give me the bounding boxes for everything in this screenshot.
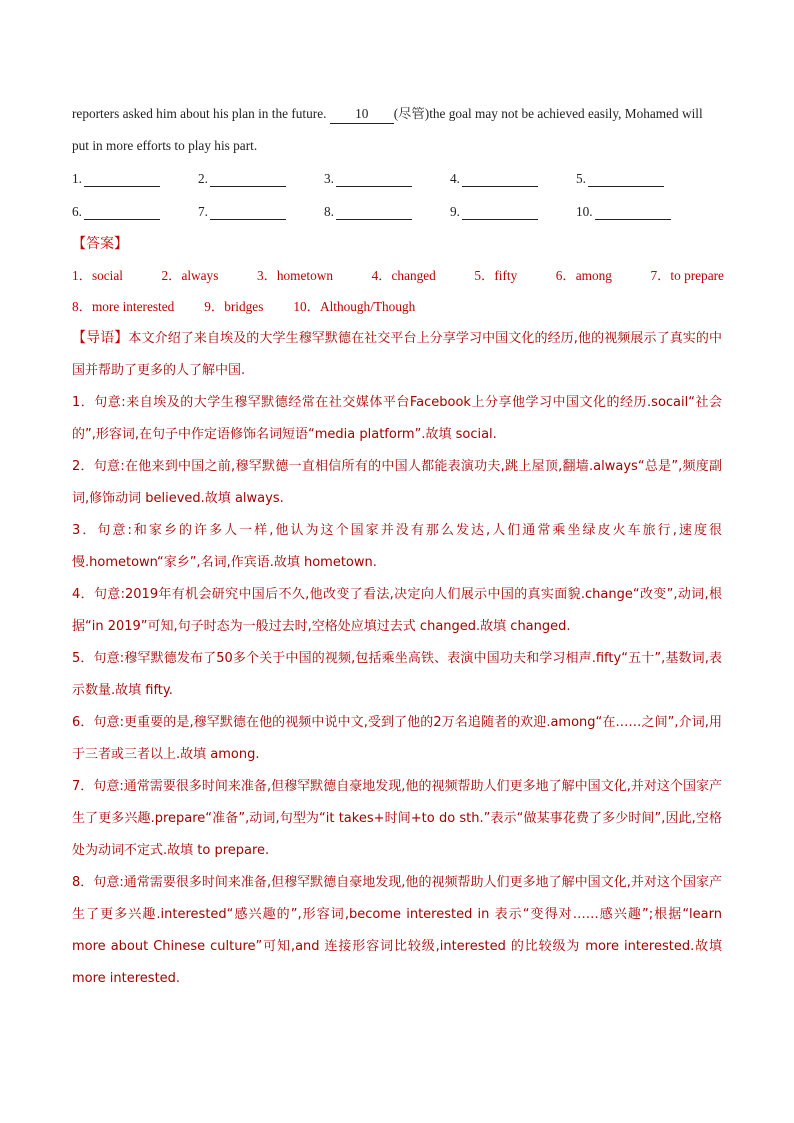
- blank-number: 4.: [450, 170, 460, 186]
- answer-item: 9．bridges: [204, 299, 264, 314]
- intro-text: 本文介绍了来自埃及的大学生穆罕默德在社交平台上分享学习中国文化的经历,他的视频展示了真实的中国并帮助了更多的人了解中国.: [72, 331, 723, 378]
- intro-paragraph: [72, 322, 722, 387]
- blank-line: [210, 205, 286, 220]
- blank-item: [324, 204, 450, 220]
- answer-item: 3．hometown: [256, 268, 334, 283]
- passage-paragraph: [72, 98, 722, 162]
- explanation-8: 8．句意:通常需要很多时间来准备,但穆罕默德自豪地发现,他的视频帮助人们更多地了解中国文化,并对这个国家产生了更多兴趣.interested“感兴趣的”,形容词,become interested in 表示“变得对……感兴趣”;根据“learn more about Chinese culture”可知,and 连接形容词比较级,interested 的比较级为 more interested.故填 more interested.: [72, 875, 722, 986]
- blank-item: [324, 171, 450, 187]
- blank-number: 9.: [450, 203, 460, 219]
- blank-number: 8.: [324, 203, 334, 219]
- document-content: [72, 98, 722, 995]
- intro-tag: 【导语】: [72, 330, 129, 346]
- blank-item: [450, 171, 576, 187]
- blank-number: 3.: [324, 170, 334, 186]
- blank-item: [576, 204, 686, 220]
- answers-row-1: [72, 260, 724, 291]
- blank-item: [450, 204, 576, 220]
- explanation-6: 6．句意:更重要的是,穆罕默德在他的视频中说中文,受到了他的2万名追随者的欢迎.among“在……之间”,介词,用于三者或三者以上.故填 among.: [72, 715, 722, 762]
- answer-item: 6．among: [555, 268, 612, 283]
- answer-item: 4．changed: [371, 268, 436, 283]
- blank-item: [72, 204, 198, 220]
- answer-blanks-row-2: [72, 195, 722, 228]
- explanation-1: 1．句意:来自埃及的大学生穆罕默德经常在社交媒体平台Facebook上分享他学习中国文化的经历.socail“社会的”,形容词,在句子中作定语修饰名词短语“media platform”.故填 social.: [72, 395, 722, 442]
- explanation-7: 7．句意:通常需要很多时间来准备,但穆罕默德自豪地发现,他的视频帮助人们更多地了解中国文化,并对这个国家产生了更多兴趣.prepare“准备”,动词,句型为“it takes+时间+to do sth.”表示“做某事花费了多少时间”,因此,空格处为动词不定式.故填 to prepare.: [72, 779, 722, 858]
- blank-number: 10.: [576, 203, 593, 219]
- blank-line: [336, 172, 412, 187]
- answer-item: 1．social: [72, 268, 123, 283]
- blank-item: [198, 171, 324, 187]
- blank-line: [588, 172, 664, 187]
- blank-number: 7.: [198, 203, 208, 219]
- blank-line: [84, 172, 160, 187]
- blank-line: [462, 172, 538, 187]
- blank-item: [198, 204, 324, 220]
- answer-item: 2．always: [161, 268, 219, 283]
- passage-text-after: (尽管)the goal may not be achieved easily, Mohamed will put in more efforts to play his part.: [72, 106, 703, 153]
- blank-line: [210, 172, 286, 187]
- blank-number: 2.: [198, 170, 208, 186]
- answer-item: 7．to prepare: [650, 268, 724, 283]
- blank-number: 1.: [72, 170, 82, 186]
- explanation-2: 2．句意:在他来到中国之前,穆罕默德一直相信所有的中国人都能表演功夫,跳上屋顶,翻墙.always“总是”,频度副词,修饰动词 believed.故填 always.: [72, 459, 722, 506]
- blank-line: [336, 205, 412, 220]
- blank-number: 6.: [72, 203, 82, 219]
- passage-text-before: reporters asked him about his plan in the future.: [72, 106, 330, 121]
- explanation-4: 4．句意:2019年有机会研究中国后不久,他改变了看法,决定向人们展示中国的真实面貌.change“改变”,动词,根据“in 2019”可知,句子时态为一般过去时,空格处应填过去式 changed.故填 changed.: [72, 587, 722, 634]
- blank-line: [84, 205, 160, 220]
- blank-item: [576, 171, 686, 187]
- answer-item: 5．fifty: [474, 268, 518, 283]
- passage-blank-10: 10: [330, 105, 394, 124]
- answer-item: 10．Although/Though: [293, 299, 416, 314]
- answer-item: 8．more interested: [72, 299, 175, 314]
- blank-number: 5.: [576, 170, 586, 186]
- answers-row-2: [72, 291, 722, 322]
- blank-line: [462, 205, 538, 220]
- answer-blanks-row-1: [72, 162, 722, 195]
- blank-line: [595, 205, 671, 220]
- explanation-5: 5．句意:穆罕默德发布了50多个关于中国的视频,包括乘坐高铁、表演中国功夫和学习相声.fifty“五十”,基数词,表示数量.故填 fifty.: [72, 651, 722, 698]
- answer-heading: 【答案】: [72, 236, 128, 252]
- explanation-3: 3．句意:和家乡的许多人一样,他认为这个国家并没有那么发达,人们通常乘坐绿皮火车旅行,速度很慢.hometown“家乡”,名词,作宾语.故填 hometown.: [72, 523, 722, 570]
- blank-item: [72, 171, 198, 187]
